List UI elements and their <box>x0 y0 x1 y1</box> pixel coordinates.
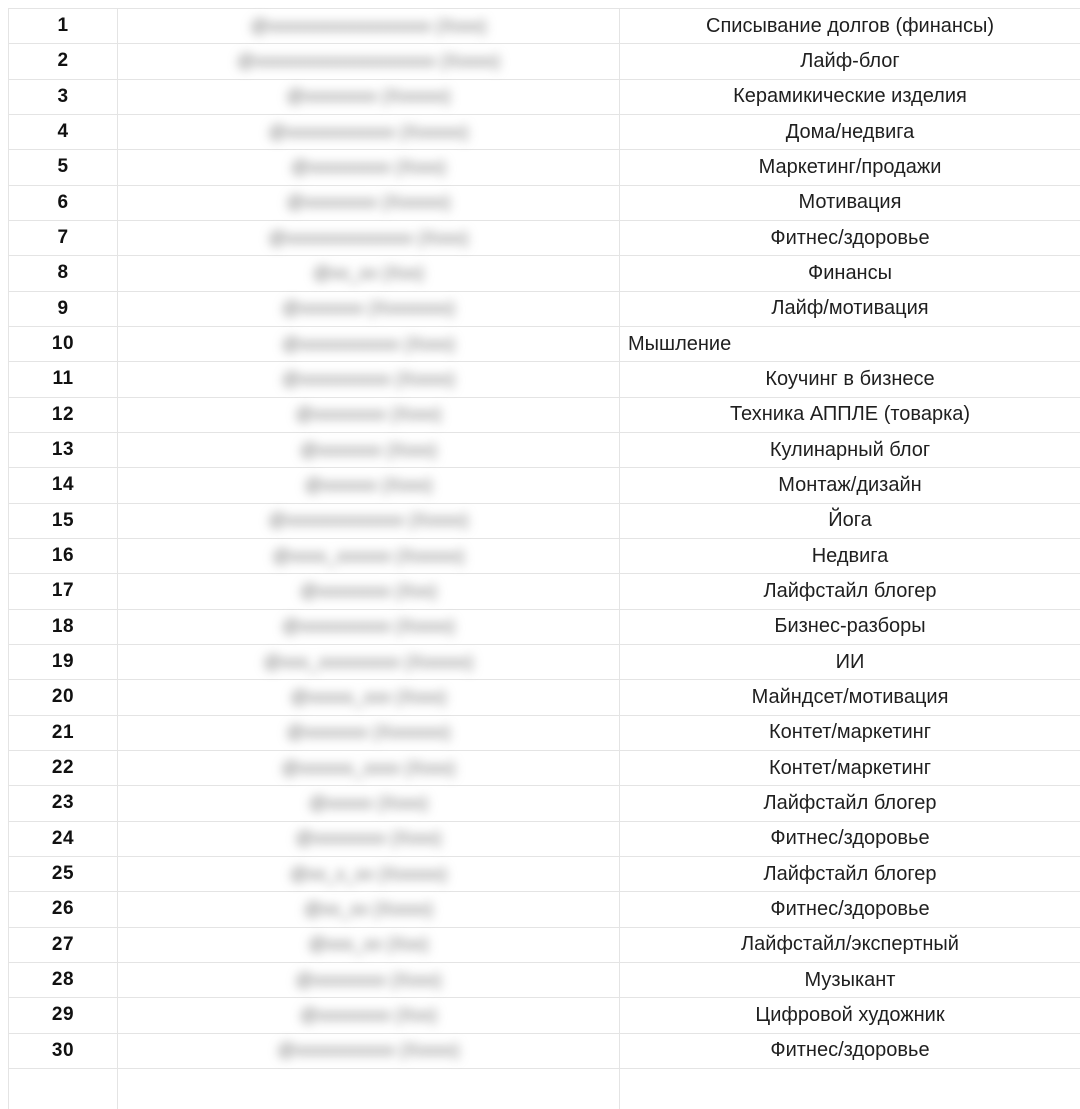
row-number: 15 <box>51 509 75 531</box>
category-cell[interactable] <box>620 150 1080 184</box>
table-row <box>8 786 1080 821</box>
category-cell[interactable] <box>620 468 1080 502</box>
row-number-cell[interactable] <box>8 150 118 184</box>
blurred-handle: @xx_xx (Xxx) <box>312 262 425 283</box>
blurred-handle: @xxxxxxxxxxxxxxxxxxxx (Xxxxx) <box>236 50 501 71</box>
category-label: Майндсет/мотивация <box>751 685 949 708</box>
category-cell[interactable] <box>620 1034 1080 1068</box>
row-number: 1 <box>57 15 69 37</box>
row-number: 20 <box>51 686 75 708</box>
handle-cell[interactable] <box>118 186 620 220</box>
row-number: 16 <box>51 545 75 567</box>
blurred-handle: @xxxxxxxxxxxx (Xxxxxx) <box>268 121 469 142</box>
table-row <box>8 1034 1080 1069</box>
handle-cell[interactable] <box>118 327 620 361</box>
handle-cell[interactable] <box>118 539 620 573</box>
blurred-handle: @xxxxxxxx (Xxxx) <box>295 969 442 990</box>
blurred-handle: @xxxxx (Xxxx) <box>308 792 429 813</box>
category-label: Лайф-блог <box>800 49 900 72</box>
handle-cell[interactable] <box>118 716 620 750</box>
row-number: 21 <box>51 721 75 743</box>
category-label: Техника АППЛЕ (товарка) <box>729 403 971 426</box>
row-number: 8 <box>57 262 69 284</box>
category-label: Маркетинг/продажи <box>758 155 942 178</box>
row-number-cell[interactable] <box>8 1034 118 1068</box>
row-number-cell[interactable] <box>8 186 118 220</box>
category-label: ИИ <box>835 650 865 673</box>
table-row <box>8 928 1080 963</box>
row-number-cell[interactable] <box>8 680 118 714</box>
handle-cell[interactable] <box>118 398 620 432</box>
row-number-cell[interactable] <box>8 610 118 644</box>
blurred-handle: @xxxxxx_xxxx (Xxxx) <box>281 757 456 778</box>
category-cell[interactable] <box>620 610 1080 644</box>
handle-cell[interactable] <box>118 44 620 78</box>
category-label: Цифровой художник <box>755 1003 945 1026</box>
row-number: 19 <box>51 651 75 673</box>
blurred-handle: @xxxxx_xxx (Xxxx) <box>290 686 447 707</box>
category-label: Лайфстайл блогер <box>763 791 937 814</box>
handle-cell[interactable] <box>118 468 620 502</box>
row-number: 4 <box>57 121 69 143</box>
table-row <box>8 80 1080 115</box>
blurred-handle: @xx_x_xx (Xxxxxx) <box>289 863 448 884</box>
row-number-cell[interactable] <box>8 574 118 608</box>
blurred-handle: @xxx_xxxxxxxxx (Xxxxxx) <box>263 651 474 672</box>
blurred-handle: @xxxxxxx (Xxxxxxx) <box>286 722 451 743</box>
category-cell[interactable] <box>620 751 1080 785</box>
row-number: 3 <box>57 85 69 107</box>
row-number-cell[interactable] <box>8 362 118 396</box>
category-cell[interactable] <box>620 80 1080 114</box>
table-row <box>8 150 1080 185</box>
row-number: 24 <box>51 827 75 849</box>
table-row <box>8 574 1080 609</box>
category-cell[interactable] <box>620 256 1080 290</box>
row-number-cell[interactable] <box>8 822 118 856</box>
blurred-handle: @xxxxxxxx (Xxxx) <box>295 828 442 849</box>
blurred-handle: @xxxxxxxx (Xxxxxx) <box>286 86 451 107</box>
category-label: Лайфстайл блогер <box>763 579 937 602</box>
row-number: 23 <box>51 792 75 814</box>
blurred-handle: @xxxxxxxx (Xxxx) <box>295 404 442 425</box>
category-label: Кулинарный блог <box>769 438 931 461</box>
table-row <box>8 9 1080 44</box>
category-cell[interactable] <box>620 1069 1080 1109</box>
table-row <box>8 433 1080 468</box>
handle-cell[interactable] <box>118 610 620 644</box>
row-number: 29 <box>51 1004 75 1026</box>
blurred-handle: @xxxxxxxxxxxxxx (Xxxx) <box>268 227 469 248</box>
table-row <box>8 892 1080 927</box>
row-number-cell[interactable] <box>8 221 118 255</box>
blurred-handle: @xxxx_xxxxxx (Xxxxxx) <box>272 545 465 566</box>
table-row <box>8 998 1080 1033</box>
table-row <box>8 716 1080 751</box>
category-cell[interactable] <box>620 998 1080 1032</box>
row-number: 22 <box>51 757 75 779</box>
table-row <box>8 539 1080 574</box>
category-label: Йога <box>828 509 872 532</box>
blurred-handle: @xxxxxxxxxxxxxxxxxx (Xxxx) <box>250 15 487 36</box>
blurred-handle: @xxxxxxxxxx (Xxxxx) <box>281 616 456 637</box>
row-number-cell[interactable] <box>8 1069 118 1109</box>
handle-cell[interactable] <box>118 928 620 962</box>
handle-cell[interactable] <box>118 9 620 43</box>
category-label: Списывание долгов (финансы) <box>706 14 994 37</box>
handle-cell[interactable] <box>118 150 620 184</box>
blurred-handle: @xxxxxxx (Xxxx) <box>299 439 438 460</box>
blurred-handle: @xxxxxxxxx (Xxxx) <box>290 156 447 177</box>
handle-cell[interactable] <box>118 362 620 396</box>
category-cell[interactable] <box>620 786 1080 820</box>
category-cell[interactable] <box>620 44 1080 78</box>
row-number: 10 <box>51 333 75 355</box>
table-row <box>8 645 1080 680</box>
row-number-cell[interactable] <box>8 716 118 750</box>
category-label: Лайф/мотивация <box>771 297 929 320</box>
table-row <box>8 186 1080 221</box>
category-cell[interactable] <box>620 504 1080 538</box>
row-number: 11 <box>52 368 74 390</box>
row-number: 28 <box>51 969 75 991</box>
table-row <box>8 362 1080 397</box>
table-row <box>8 610 1080 645</box>
row-number-cell[interactable] <box>8 80 118 114</box>
category-label: Финансы <box>808 261 892 284</box>
category-label: Керамикические изделия <box>733 85 967 108</box>
table-row <box>8 963 1080 998</box>
table-row <box>8 751 1080 786</box>
category-cell[interactable] <box>620 186 1080 220</box>
category-cell[interactable] <box>620 928 1080 962</box>
category-label: Контет/маркетинг <box>768 721 932 744</box>
handle-cell[interactable] <box>118 963 620 997</box>
row-number-cell[interactable] <box>8 433 118 467</box>
handle-cell[interactable] <box>118 892 620 926</box>
category-cell[interactable] <box>620 574 1080 608</box>
category-cell[interactable] <box>620 539 1080 573</box>
row-number-cell[interactable] <box>8 44 118 78</box>
category-label: Недвига <box>811 544 889 567</box>
handle-cell[interactable] <box>118 80 620 114</box>
handle-cell[interactable] <box>118 433 620 467</box>
table-row <box>8 44 1080 79</box>
category-label: Коучинг в бизнесе <box>765 367 935 390</box>
blurred-handle: @xxxxxxx (Xxxxxxxx) <box>281 298 456 319</box>
handle-cell[interactable] <box>118 822 620 856</box>
row-number: 30 <box>51 1039 75 1061</box>
handle-cell[interactable] <box>118 857 620 891</box>
handle-cell[interactable] <box>118 680 620 714</box>
handle-cell[interactable] <box>118 998 620 1032</box>
row-number-cell[interactable] <box>8 115 118 149</box>
handle-cell[interactable] <box>118 786 620 820</box>
handle-cell[interactable] <box>118 221 620 255</box>
handle-cell[interactable] <box>118 504 620 538</box>
row-number: 14 <box>51 474 75 496</box>
category-cell[interactable] <box>620 292 1080 326</box>
row-number: 26 <box>51 898 75 920</box>
handle-cell[interactable] <box>118 1034 620 1068</box>
handle-cell[interactable] <box>118 115 620 149</box>
category-cell[interactable] <box>620 327 1080 361</box>
category-cell[interactable] <box>620 645 1080 679</box>
row-number-cell[interactable] <box>8 398 118 432</box>
blurred-handle: @xxxxxx (Xxxx) <box>304 474 433 495</box>
blurred-handle: @xx_xx (Xxxxx) <box>303 898 434 919</box>
handle-cell[interactable] <box>118 292 620 326</box>
blurred-handle: @xxxxxxxxxx (Xxxxx) <box>281 368 456 389</box>
table-row <box>8 256 1080 291</box>
row-number-cell[interactable] <box>8 292 118 326</box>
row-number-cell[interactable] <box>8 327 118 361</box>
table-row <box>8 115 1080 150</box>
row-number: 27 <box>51 933 75 955</box>
table-row <box>8 468 1080 503</box>
influencer-table <box>8 8 1080 1109</box>
category-cell[interactable] <box>620 822 1080 856</box>
blurred-handle: @xxxxxxxx (Xxx) <box>299 1004 438 1025</box>
table-row <box>8 327 1080 362</box>
table-row <box>8 398 1080 433</box>
row-number-cell[interactable] <box>8 928 118 962</box>
row-number: 6 <box>57 191 69 213</box>
table-row <box>8 504 1080 539</box>
category-cell[interactable] <box>620 115 1080 149</box>
row-number-cell[interactable] <box>8 468 118 502</box>
row-number-cell[interactable] <box>8 645 118 679</box>
category-label: Лайфстайл/экспертный <box>741 933 959 956</box>
blurred-handle: @xxxxxxxxxxx (Xxxx) <box>281 333 456 354</box>
category-cell[interactable] <box>620 716 1080 750</box>
category-label: Дома/недвига <box>785 120 915 143</box>
handle-cell[interactable] <box>118 256 620 290</box>
category-label: Музыкант <box>804 968 896 991</box>
blurred-handle: @xxxxxxxx (Xxx) <box>299 580 438 601</box>
category-cell[interactable] <box>620 892 1080 926</box>
handle-cell[interactable] <box>118 1069 620 1109</box>
row-number: 13 <box>51 439 75 461</box>
category-label: Фитнес/здоровье <box>770 897 930 920</box>
row-number: 25 <box>51 863 75 885</box>
row-number-cell[interactable] <box>8 539 118 573</box>
table-row <box>8 680 1080 715</box>
category-cell[interactable] <box>620 221 1080 255</box>
category-cell[interactable] <box>620 433 1080 467</box>
blurred-handle: @xxxxxxxxxxxxx (Xxxxx) <box>268 510 469 531</box>
category-label: Фитнес/здоровье <box>770 226 930 249</box>
handle-cell[interactable] <box>118 645 620 679</box>
row-number-cell[interactable] <box>8 892 118 926</box>
category-cell[interactable] <box>620 398 1080 432</box>
category-label: Фитнес/здоровье <box>770 1039 930 1062</box>
table-row <box>8 1069 1080 1109</box>
category-label: Лайфстайл блогер <box>763 862 937 885</box>
table-row <box>8 292 1080 327</box>
row-number-cell[interactable] <box>8 963 118 997</box>
category-label: Мотивация <box>798 191 902 214</box>
row-number-cell[interactable] <box>8 9 118 43</box>
row-number: 5 <box>57 156 69 178</box>
blurred-handle: @xxxxxxxx (Xxxxxx) <box>286 192 451 213</box>
category-label: Фитнес/здоровье <box>770 827 930 850</box>
category-label: Монтаж/дизайн <box>778 473 922 496</box>
table-row <box>8 822 1080 857</box>
category-cell[interactable] <box>620 9 1080 43</box>
row-number: 7 <box>57 227 69 249</box>
row-number-cell[interactable] <box>8 751 118 785</box>
row-number-cell[interactable] <box>8 998 118 1032</box>
handle-cell[interactable] <box>118 751 620 785</box>
row-number-cell[interactable] <box>8 504 118 538</box>
category-cell[interactable] <box>620 680 1080 714</box>
row-number-cell[interactable] <box>8 857 118 891</box>
row-number: 9 <box>57 297 69 319</box>
category-label: Мышление <box>628 332 732 355</box>
handle-cell[interactable] <box>118 574 620 608</box>
row-number-cell[interactable] <box>8 256 118 290</box>
table-row <box>8 221 1080 256</box>
row-number: 18 <box>51 615 75 637</box>
category-label: Бизнес-разборы <box>774 615 926 638</box>
category-label: Контет/маркетинг <box>768 756 932 779</box>
row-number: 2 <box>57 50 69 72</box>
row-number: 12 <box>51 403 75 425</box>
row-number: 17 <box>51 580 75 602</box>
row-number-cell[interactable] <box>8 786 118 820</box>
category-cell[interactable] <box>620 963 1080 997</box>
table-row <box>8 857 1080 892</box>
category-cell[interactable] <box>620 362 1080 396</box>
category-cell[interactable] <box>620 857 1080 891</box>
blurred-handle: @xxx_xx (Xxx) <box>308 934 429 955</box>
blurred-handle: @xxxxxxxxxxx (Xxxxx) <box>277 1040 460 1061</box>
